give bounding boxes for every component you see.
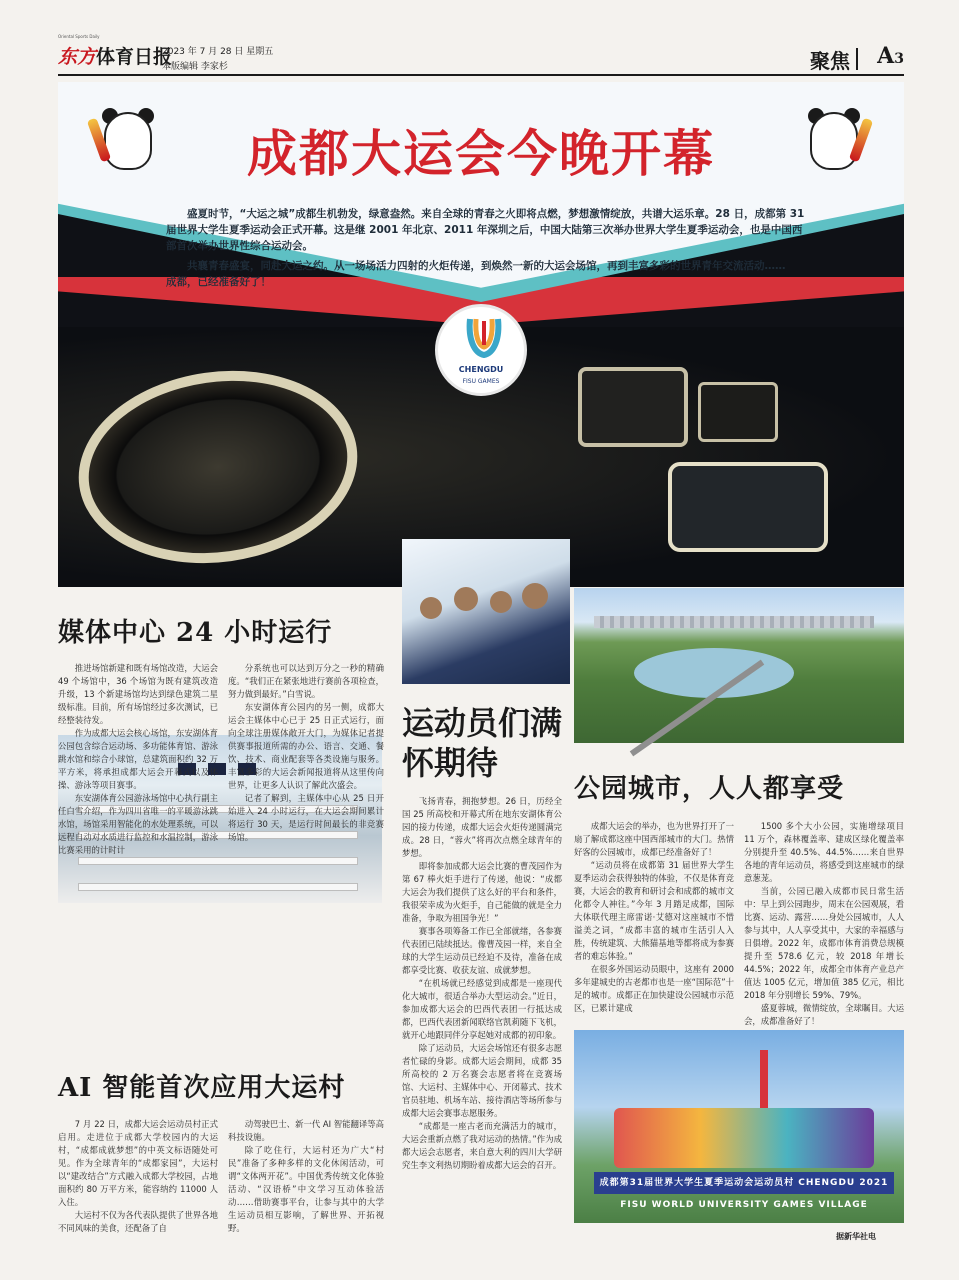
newspaper-logo — [58, 42, 172, 69]
article-column-park-2 — [744, 820, 904, 1026]
paragraph: 动驾驶巴士、新一代 AI 智能翻译等高科技设施。 — [228, 1119, 384, 1142]
page-headline: 成都大运会今晚开幕 — [247, 124, 715, 183]
arena-image — [668, 462, 828, 552]
article-column-ai-2 — [228, 1118, 384, 1248]
lede-paragraph: 盛夏时节，“大运之城”成都生机勃发，绿意盎然。来自全球的青春之火即将点燃，梦想激情绽放，共谱大运乐章。28 日，成都第 31 届世界大学生夏季运动会正式开幕。这是继 2001 年北京、2011 年深圳之后，中国大陆第三次举办世界大学生夏季运动会，也是中国西部首次举办世界性综合运动会。 — [166, 208, 805, 252]
athletes-selfie-photo — [402, 539, 570, 684]
paragraph: 除了吃住行，大运村还为广大“村民”准备了多种多样的文化休闲活动，可谓“文体两开花”。中国优秀传统文化体验活动、“汉语桥”中文学习互动体验活动……借助赛事平台，让参与其中的大学生运动员相互影响，了解世界、开拓视野。 — [228, 1145, 384, 1233]
mascot-left-image — [92, 92, 162, 182]
paragraph: 东安湖体育公园内的另一侧，成都大运会主媒体中心已于 25 日正式运行，面向全球注册媒体敞开大门，为媒体记者提供赛事报道所需的办公、语言、交通、餐饮、技术、商业配套等各类设施与服务。丰富多彩的大运会新闻报道将从这里传向世界，让更多人认识了解此次盛会。 — [228, 702, 384, 790]
paragraph: 分系统也可以达到万分之一秒的精确度。“我们正在紧张地进行赛前各项检查，努力做到最好。”白雪说。 — [228, 663, 384, 699]
paragraph: “运动员将在成都第 31 届世界大学生夏季运动会获得独特的体验，不仅是体育竞赛，大运会的教育和研讨会和成都的城市文化都令人神往。”今年 3 月踏足成都，国际大体联代理主席雷诺·艾德对这座城市不惜溢美之词，“成都丰富的城市生活引人入胜，传统建筑、大熊猫基地等都将成为参赛者的难忘体验。” — [574, 860, 734, 961]
paragraph: 作为成都大运会核心场馆，东安湖体育公园包含综合运动场、多功能体育馆、游泳跳水馆和综合小球馆，总建筑面积约 32 万平方米，将承担成都大运会开幕式以及体操、游泳等项目赛事。 — [58, 728, 218, 790]
mascot-right-image — [798, 92, 868, 182]
arena-image — [698, 382, 778, 442]
article-column-athletes — [402, 795, 562, 1245]
article-column-media-1 — [58, 662, 218, 887]
logo-games-text: FISU GAMES — [462, 378, 500, 385]
paragraph: 当前，公园已融入成都市民日常生活中：早上到公园跑步，周末在公园观展，看比赛、运动、露营……身处公园城市，人人参与其中，人人享受其中，大家的幸福感与日俱增。2022 年，成都市体育消费总规模提升至 578.6 亿元，较 2018 年增长 44.5%；2022 年，成都全市体育产业总产值达 1005 亿元，增加值 385 亿元，相比 2018 年分别增长 59%、79%。 — [744, 886, 904, 1000]
paragraph: 即将参加成都大运会比赛的曹茂园作为第 67 棒火炬手进行了传递，他说：“成都大运会为我们提供了这么好的平台和条件，我很荣幸成为火炬手，自己能做的就是全力准备，争取为祖国争光！” — [402, 861, 562, 923]
logo-city-text: CHENGDU — [458, 365, 504, 374]
page-digit: 3 — [894, 51, 904, 67]
paragraph: 7 月 22 日，成都大运会运动员村正式启用。走进位于成都大学校园内的大运村，“成都成就梦想”的中英文标语随处可见。作为全球青年的“成都家园”，大运村以“建改结合”方式融入成都大学校园，占地面积约 80 万平方米，能容纳约 11000 人入住。 — [58, 1119, 218, 1207]
paragraph: 大运村不仅为各代表队提供了世界各地不同风味的美食，还配备了自 — [58, 1210, 218, 1233]
athletes-village-photo — [574, 1030, 904, 1223]
article-column-media-2 — [228, 662, 384, 842]
paragraph: “在机场就已经感觉到成都是一座现代化大城市，很适合举办大型运动会。”近日，参加成都大运会的巴西代表团一行抵达成都，巴西代表团新闻联络官凯莉随下飞机，就开心地跟同伴分享起她对成都的初印象。 — [402, 978, 562, 1040]
paragraph: “成都是一座古老而充满活力的城市，大运会重新点燃了我对运动的热情。”作为成都大运会志愿者，来自意大利的四川大学研究生李文利热切期盼着成都大运会的召开。 — [402, 1121, 562, 1170]
logo-subtitle: Oriental Sports Daily — [58, 34, 100, 39]
article-headline-ai: AI 智能首次应用大运村 — [58, 1073, 346, 1103]
page-letter: A — [877, 43, 895, 69]
village-sign: 成都第31届世界大学生夏季运动会运动员村 CHENGDU 2021 FISU WORLD UNIVERSITY GAMES VILLAGE — [594, 1172, 894, 1194]
paragraph: 记者了解到，主媒体中心从 25 日开始进入 24 小时运行，在大运会期间累计将运行 30 天，是运行时间最长的非竞赛场馆。 — [228, 793, 384, 842]
park-city-photo — [574, 588, 904, 743]
games-emblem-icon — [464, 315, 504, 361]
section-divider — [856, 48, 858, 70]
page-number — [877, 43, 904, 69]
paragraph: 飞扬青春，拥抱梦想。26 日，历经全国 25 所高校和开幕式所在地东安湖体育公园的接力传递，成都大运会火炬传递圆满完成。28 日，“蓉火”将再次点燃全球青年的梦想。 — [402, 796, 562, 858]
paragraph: 在很多外国运动员眼中，这座有 2000 多年建城史的古老都市也是一座“国际范”十足的城市。成都正在加快建设公园城市示范区，已累计建成 — [574, 964, 734, 1013]
masthead — [58, 34, 904, 76]
page-editor: 本版编辑 李家杉 — [162, 62, 228, 72]
paragraph: 东安湖体育公园游泳场馆中心执行副主任白雪介绍，作为四川省唯一的平暖游泳跳水馆，场馆采用智能化的水处理系统，可以远程自动对水质进行监控和水温控制，游泳比赛采用的计时计 — [58, 793, 218, 855]
feature-banner — [58, 82, 904, 587]
issue-date: 2023 年 7 月 28 日 星期五 — [162, 47, 274, 57]
games-logo — [435, 304, 527, 396]
logo-red-part: 东方 — [58, 46, 97, 68]
paragraph: 赛事各项筹备工作已全部就绪，各参赛代表团已陆续抵达。像曹茂园一样，来自全球的大学生运动员已经迫不及待，准备在成都享受比赛、收获友谊、成就梦想。 — [402, 926, 562, 975]
paragraph: 推进场馆新建和既有场馆改造，大运会 49 个场馆中，36 个场馆为既有建筑改造升级，13 个新建场馆均达到绿色建筑二星级标准。目前，所有场馆经过多次测试，已经整装待发。 — [58, 663, 218, 725]
article-headline-park: 公园城市，人人都享受 — [574, 774, 845, 804]
paragraph: 成都大运会的举办，也为世界打开了一扇了解成都这座中国西部城市的大门。热情好客的公园城市，成都已经准备好了！ — [574, 821, 734, 857]
paragraph: 1500 多个大小公园，实施增绿项目 11 万个，森林覆盖率、建成区绿化覆盖率分别提升至 40.5%、44.5%……来自世界各地的青年运动员，将感受到这座城市的绿意葱茏。 — [744, 821, 904, 883]
article-column-ai-1 — [58, 1118, 218, 1248]
paragraph: 盛夏蓉城，微情绽放，全球瞩目。大运会，成都准备好了！ — [744, 1003, 904, 1026]
section-name: 聚焦 — [810, 49, 850, 73]
paragraph: 除了运动员，大运会场馆还有很多志愿者忙碌的身影。成都大运会期间，成都 35 所高校的 2 万名赛会志愿者将在竞赛场馆、大运村、主媒体中心、开闭幕式、技术官员驻地、机场车站、接待酒店等场所参与成都大运会赛事志愿服务。 — [402, 1043, 562, 1118]
arena-image — [578, 367, 688, 447]
lede-paragraph: 共襄青春盛宴，同赴大运之约。从一场场活力四射的火炬传递，到焕然一新的大运会场馆，再到丰富多彩的世界青年交流活动……成都，已经准备好了！ — [166, 260, 786, 288]
logo-black-part: 体育日报 — [96, 46, 173, 68]
photo-credit: 据新华社电 — [836, 1232, 876, 1241]
article-headline-athletes: 运动员们满怀期待 — [402, 704, 563, 782]
article-headline-media: 媒体中心 24 小时运行 — [58, 618, 333, 648]
article-column-park-1 — [574, 820, 734, 1020]
